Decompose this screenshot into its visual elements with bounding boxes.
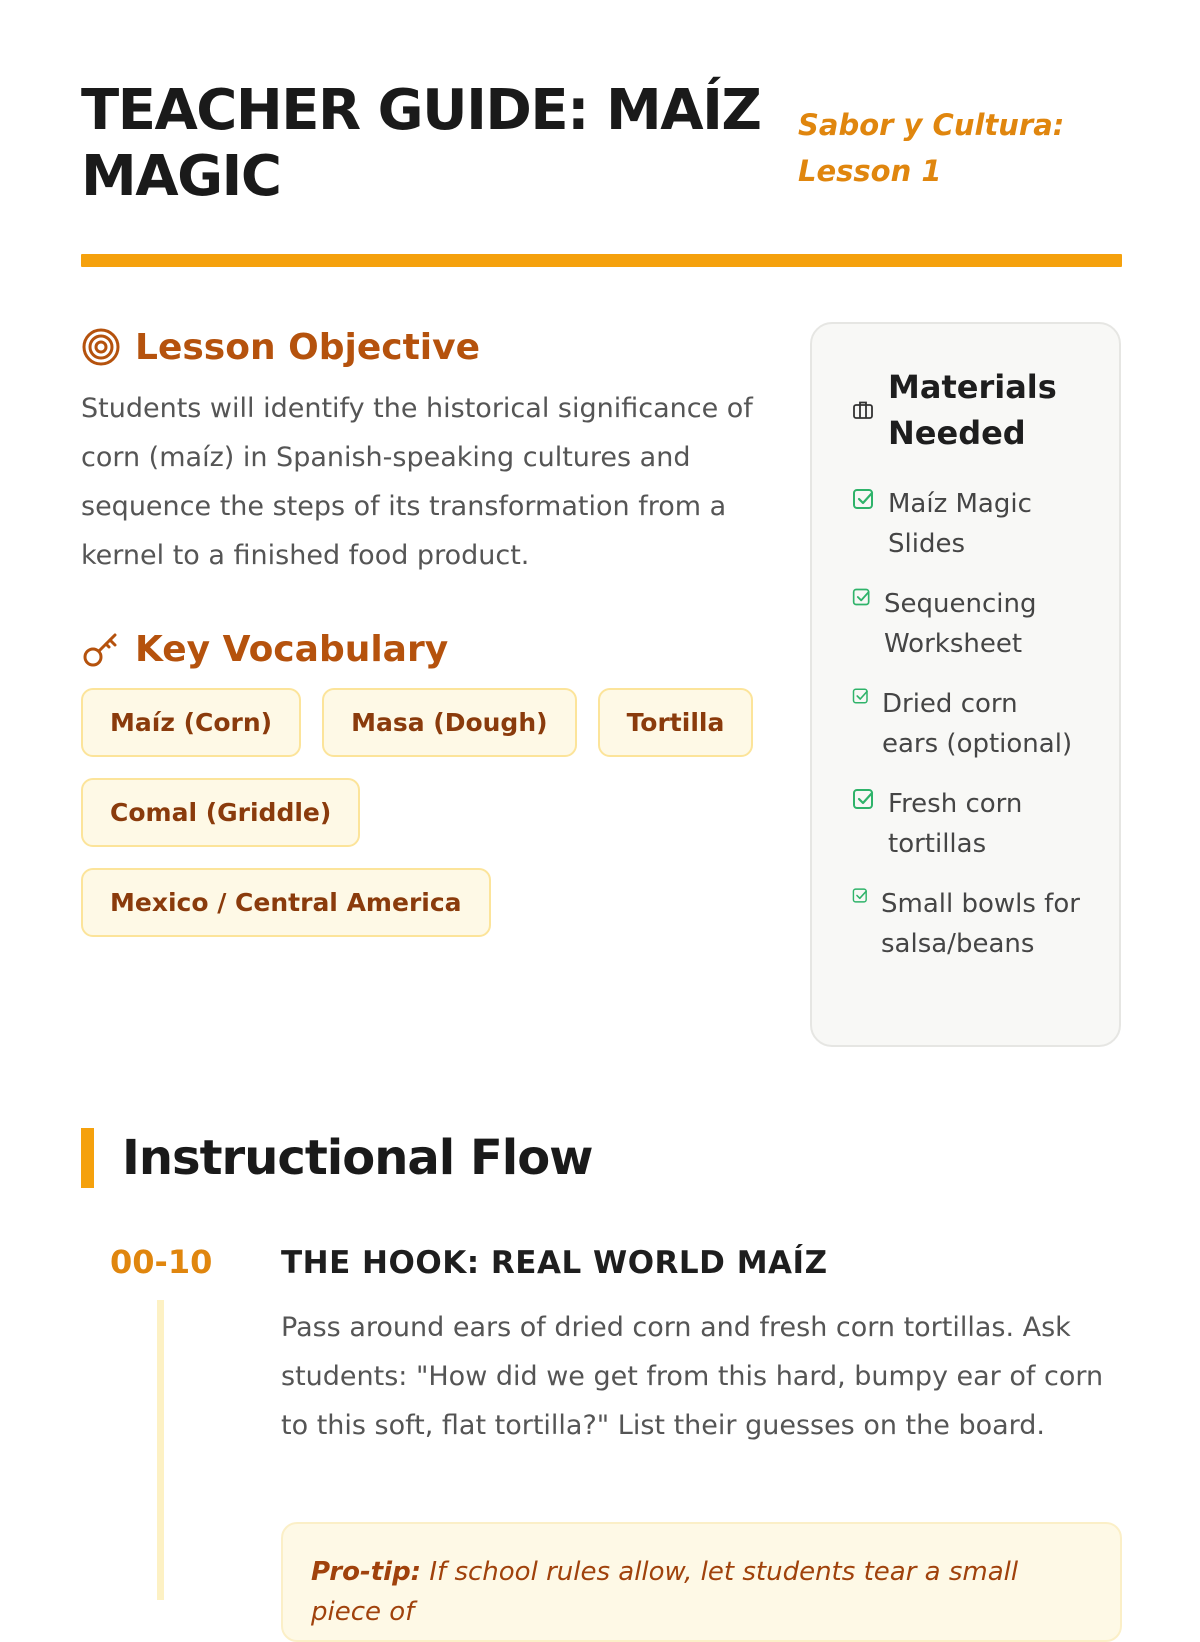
page-title: TEACHER GUIDE: MAÍZ MAGIC [81,78,761,209]
vocab-chip-masa: Masa (Dough) [322,688,576,757]
lesson-subtitle: Sabor y Cultura: Lesson 1 [798,108,1065,188]
step-title: THE HOOK: REAL WORLD MAÍZ [281,1245,828,1281]
list-item [852,784,1099,864]
objective-text: Students will identify the historical significance of corn (maíz) in Spanish-speaking cultures and sequence the steps of its transformation from a kernel to a finished food product. [81,393,753,571]
timeline-line [157,1300,164,1600]
check-square-icon [852,787,876,811]
flow-accent-bar [81,1128,94,1188]
vocabulary-heading-label: Key Vocabulary [135,628,449,670]
check-square-icon [852,587,872,607]
material-label: Dried corn ears (optional) [882,689,1073,759]
briefcase-icon [852,399,874,421]
check-square-icon [852,887,869,904]
pro-tip-box [281,1522,1122,1642]
header-divider [81,254,1122,267]
left-column [81,320,761,937]
target-icon [81,327,121,367]
list-item [852,684,1099,764]
materials-title: Materials Needed [888,368,1057,452]
header [81,0,1098,210]
key-icon [81,629,121,669]
pro-tip-text: If school rules allow, let students tear a small piece of [311,1557,1019,1627]
material-label: Fresh corn tortillas [888,789,1023,859]
vocabulary-heading [81,622,761,676]
vocab-chip-maiz: Maíz (Corn) [81,688,301,757]
vocabulary-chips [81,688,761,937]
materials-list [852,484,1099,964]
vocab-chip-comal: Comal (Griddle) [81,778,360,847]
list-item [852,884,1099,964]
objective-heading-label: Lesson Objective [135,326,481,368]
pro-tip-label: Pro-tip: [311,1557,422,1587]
vocab-chip-region: Mexico / Central America [81,868,491,937]
check-square-icon [852,487,876,511]
step-body: Pass around ears of dried corn and fresh corn tortillas. Ask students: "How did we get from this hard, bumpy ear of corn to this soft, flat tortilla?" List their guesses on the board. [281,1312,1104,1441]
materials-card [810,322,1121,1047]
step-time: 00-10 [110,1243,213,1281]
material-label: Maíz Magic Slides [888,489,1032,559]
flow-title: Instructional Flow [122,1130,593,1186]
materials-header [852,364,1099,456]
flow-heading [81,1128,593,1188]
vocab-chip-tortilla: Tortilla [598,688,754,757]
list-item [852,484,1099,564]
material-label: Sequencing Worksheet [884,589,1037,659]
list-item [852,584,1099,664]
objective-heading [81,320,761,374]
check-square-icon [852,687,870,705]
material-label: Small bowls for salsa/beans [881,889,1080,959]
